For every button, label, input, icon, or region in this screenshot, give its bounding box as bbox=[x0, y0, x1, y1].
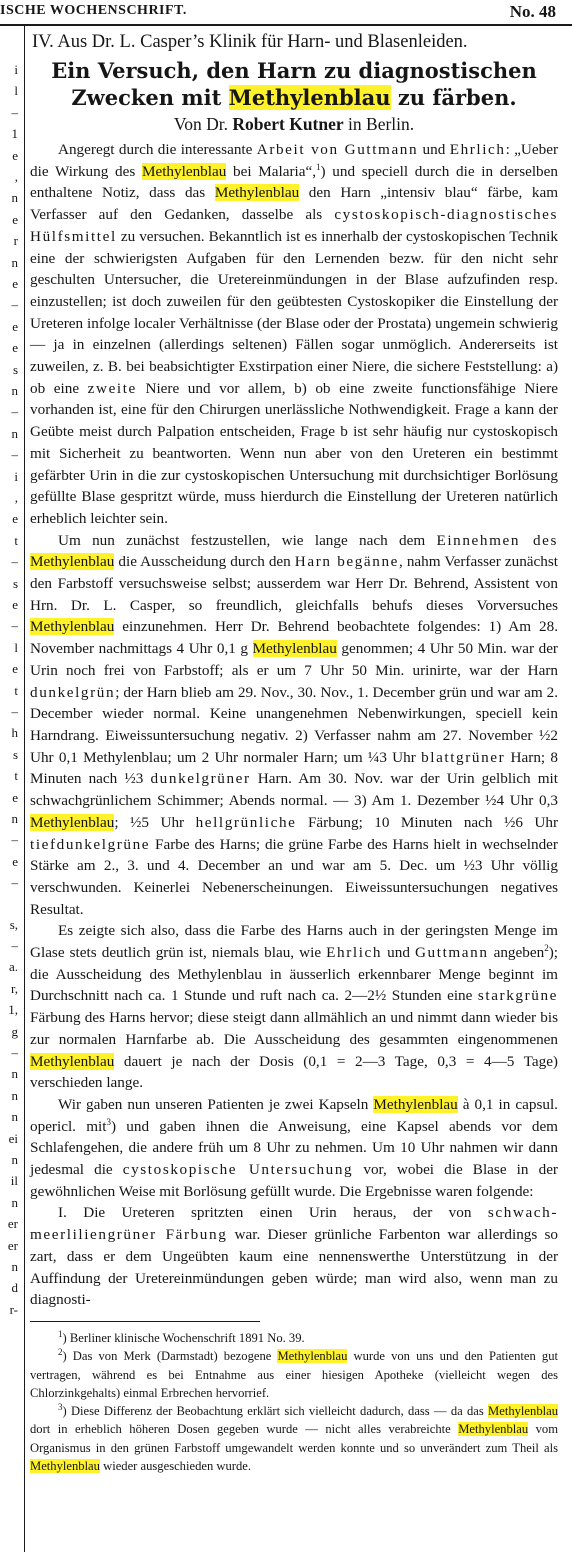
footnotes bbox=[30, 1329, 558, 1475]
margin-fragment: 1, bbox=[8, 1002, 18, 1018]
section-title: IV. Aus Dr. L. Casper’s Klinik für Harn- und Blasenleiden. bbox=[32, 32, 468, 52]
margin-fragment: e bbox=[12, 147, 18, 163]
margin-fragment: e bbox=[12, 340, 18, 356]
highlight: Methylenblau bbox=[458, 1422, 529, 1437]
margin-fragment: – bbox=[11, 297, 18, 313]
margin-fragment: , bbox=[14, 169, 18, 184]
margin-fragment: n bbox=[11, 1259, 18, 1274]
margin-fragment: – bbox=[11, 447, 18, 463]
author-prefix: Von Dr. bbox=[173, 114, 233, 134]
highlight: Methylenblau bbox=[30, 813, 115, 831]
footnote-2: $^2$) Das von Merk (Darmstadt) bezogene Methylenblau wurde von uns und den Patienten gut vertragen, während es bei Entnahme aus einer hiesigen Apotheke (vielleicht wegen des Chlorzinkgehalts) einmal Erbrechen hervorrief. bbox=[30, 1347, 558, 1400]
margin-fragment: n bbox=[11, 190, 18, 206]
paragraph-1: Angeregt durch die interessante Arbeit von Guttmann und Ehrlich: „Ueber die Wirkung des Methylenblau bei Malaria“,$^1$) und speciell durch die in derselben enthaltene Notiz, dass das Methylenblau den Harn „intensiv blau“ färbe, kam Verfasser auf den Gedanken, dasselbe als cystoskopisch-diagnostisches Hülfsmittel zu versuchen. Bekanntlich ist es innerhalb der cystoskopischen Technik eine der schwierigsten Aufgaben für den Lernenden bezw. für den nicht sehr geschulten Untersucher, die Uretereinmündungen in der Blase aufzufinden resp. einzustellen; ist doch zuweilen für den geübtesten Cystoskopiker die Einstellung der Ureteren infolge localer Verhältnisse (der Blase oder der Prostata) ungemein schwierig — ja in einzelnen (allerdings seltenen) Fällen sogar unmöglich. Andererseits ist zuweilen, z. B. bei beabsichtigter Exstirpation einer Niere, die sichere Feststellung: a) ob eine zweite Niere und vor allem, b) ob eine zweite functionsfähige Niere vorhanden ist, eine für den Chirurgen unerlässliche Nothwendigkeit. Frage a kann der Geübte meist durch Palpation entscheiden, Frage b ist sehr häufig nur cystoskopisch mit Sicherheit zu beantworten. Wenn nun aber von den Ureteren ein bestimmt gefärbter Urin in die zur cystoskopischen Untersuchung mit durchsichtiger Borlösung gefüllte Blase gespritzt würde, muss hierdurch die Einstellung der Ureteren natürlich erheblich leichter sein. bbox=[30, 141, 559, 527]
margin-fragment: e bbox=[12, 318, 18, 334]
margin-fragment: il bbox=[10, 1173, 18, 1189]
highlight: Methylenblau bbox=[141, 162, 227, 180]
margin-fragment: s bbox=[12, 575, 18, 591]
page-header bbox=[0, 0, 572, 24]
margin-fragment: l bbox=[14, 639, 18, 655]
margin-fragment: g bbox=[11, 1023, 18, 1039]
margin-fragment: n bbox=[11, 383, 18, 398]
margin-fragment: i bbox=[14, 62, 18, 77]
margin-fragment: n bbox=[11, 1109, 18, 1125]
margin-fragment: h bbox=[11, 725, 18, 741]
title-text: zu färben. bbox=[390, 85, 517, 110]
margin-fragment: e bbox=[12, 789, 18, 805]
margin-fragment: – bbox=[11, 875, 18, 891]
margin-fragment: r- bbox=[9, 1301, 18, 1317]
title-line-1: Ein Versuch, den Harn zu diagnostischen bbox=[51, 58, 537, 83]
highlight: Methylenblau bbox=[214, 184, 300, 202]
margin-fragment: er bbox=[7, 1237, 18, 1253]
margin-fragment: e bbox=[12, 511, 18, 527]
highlight: Methylenblau bbox=[30, 553, 115, 571]
highlight: Methylenblau bbox=[30, 1052, 115, 1070]
margin-fragment: e bbox=[12, 853, 18, 869]
paragraph-5: I. Die Ureteren spritzten einen Urin heraus, der von schwach-meerliliengrüner Färbung war. Dieser grünliche Farbenton war allerdings so zart, dass er dem Ungeübten kaum eine nennenswerthe Unterstützung in der Auffindung der Uretereinmündungen geben würde; man wird also, wenn man zu diagnosti- bbox=[30, 1204, 558, 1309]
left-margin-fragments bbox=[0, 0, 22, 1552]
margin-fragment: i bbox=[14, 468, 18, 484]
highlight: Methylenblau bbox=[228, 85, 391, 110]
article-body bbox=[30, 139, 558, 1311]
margin-fragment: n bbox=[11, 254, 18, 270]
margin-fragment: – bbox=[11, 1045, 18, 1060]
footnote-3: $^3$) Diese Differenz der Beobachtung erklärt sich vielleicht dadurch, dass — da das Methylenblau dort in erheblich höheren Dosen gegeben wurde — nicht alles verabreichte Methylenblau vom Organismus in den grünen Farbstoff umgewandelt werden konnte und so unverändert zum Theil als Methylenblau wieder ausgeschieden wurde. bbox=[30, 1401, 558, 1474]
highlight: Methylenblau bbox=[488, 1404, 558, 1419]
margin-fragment: – bbox=[11, 704, 18, 719]
margin-fragment: n bbox=[11, 1194, 18, 1210]
margin-fragment: t bbox=[14, 532, 18, 548]
title-text: Zwecken mit bbox=[71, 85, 229, 110]
margin-fragment: – bbox=[11, 832, 18, 848]
highlight: Methylenblau bbox=[373, 1095, 458, 1113]
margin-fragment: – bbox=[11, 618, 18, 634]
author-suffix: in Berlin. bbox=[343, 114, 415, 134]
highlight: Methylenblau bbox=[30, 618, 115, 636]
margin-fragment: s, bbox=[9, 916, 18, 932]
margin-fragment: s bbox=[12, 361, 18, 377]
paragraph-4: Wir gaben nun unseren Patienten je zwei Kapseln Methylenblau à 0,1 in capsul. opericl. mit$^3$) und gaben ihnen die Anweisung, eine Kapsel abends vor dem Schlafengehen, die andere früh um 8 Uhr zu nehmen. Um 10 Uhr nahmen wir dann jedesmal die cystoskopische Untersuchung vor, wobei die Blase in der gewöhnlichen Weise mit Borlösung gefüllt wurde. Die Ergebnisse waren folgende: bbox=[30, 1095, 558, 1200]
margin-fragment: n bbox=[11, 811, 18, 826]
margin-fragment: s bbox=[12, 746, 18, 762]
highlight: Methylenblau bbox=[277, 1349, 348, 1364]
header-rule bbox=[0, 24, 572, 26]
footnote-rule bbox=[30, 1321, 260, 1322]
margin-fragment: , bbox=[14, 490, 18, 505]
margin-fragment: n bbox=[11, 1152, 18, 1167]
margin-fragment: er bbox=[7, 1216, 18, 1232]
margin-fragment: a. bbox=[8, 959, 18, 975]
page-number: No. 48 bbox=[509, 2, 556, 21]
margin-fragment: e bbox=[12, 211, 18, 227]
margin-fragment: t bbox=[14, 682, 18, 698]
margin-fragment: t bbox=[14, 768, 18, 784]
author-name: Robert Kutner bbox=[232, 114, 344, 134]
paragraph-3: Es zeigte sich also, dass die Farbe des Harns auch in der geringsten Menge im Glase stets deutlich grün ist, niemals blau, wie Ehrlich und Guttmann angeben$^2$); die Ausscheidung des Methylenblau in äusserlich erkennbarer Menge beginnt im Durchschnitt nach ca. 1 Stunde und ruft nach ca. 2—2½ Stunden eine starkgrüne Färbung des Harns hervor; diese steigt dann allmählich an und nimmt dann wieder bis zur normalen Harnfarbe ab. Die Ausscheidung des gesammten eingenommenen Methylenblau dauert je nach der Dosis (0,1 = 2—3 Tage, 0,3 = 4—5 Tage) verschieden lange. bbox=[30, 922, 558, 1092]
paragraph-2: Um nun zunächst festzustellen, wie lange nach dem Einnehmen des Methylenblau die Ausscheidung durch den Harn begänne, nahm Verfasser zunächst den Farbstoff versuchsweise selbst; ausserdem war Herr Dr. Behrend, Assistent von Hrn. Dr. L. Casper, so freundlich, gleichfalls behufs dieses Vorversuches Methylenblau einzunehmen. Herr Dr. Behrend beobachtete folgendes: 1) Am 28. November nachmittags 4 Uhr 0,1 g Methylenblau genommen; 4 Uhr 50 Min. war der Urin noch frei von Farbstoff; als er um 7 Uhr 50 Min. urinirte, war der Harn dunkelgrün; der Harn blieb am 29. Nov., 30. Nov., 1. December grün und war am 2. December wieder normal. Keine unangenehmen Nebenwirkungen, speciell kein Harndrang. Eiweissuntersuchung negativ. 2) Verfasser nahm am 27. November ½2 Uhr 0,1 Methylenblau; um 2 Uhr normaler Harn; um ¼3 Uhr blattgrüner Harn; 8 Minuten nach ½3 dunkelgrüner Harn. Am 30. Nov. war der Urin gelblich mit schwachgrünlichem Schimmer; Abends normal. — 3) Am 1. Dezember ½4 Uhr 0,3 Methylenblau; ½5 Uhr hellgrünliche Färbung; 10 Minuten nach ½6 Uhr tiefdunkelgrüne Farbe des Harns; die grüne Farbe des Harns hielt in wechselnder Stärke am 2., 3. und 4. December an und war am 5. Dec. um ½3 Uhr völlig verschwunden. Keinerlei Nebenerscheinungen. Eiweissuntersuchungen negatives Resultat. bbox=[30, 531, 559, 918]
margin-fragment: – bbox=[11, 404, 18, 420]
article bbox=[30, 30, 558, 1475]
running-head: ISCHE WOCHENSCHRIFT. bbox=[0, 3, 187, 18]
highlight: Methylenblau bbox=[252, 640, 337, 658]
author-line bbox=[30, 112, 558, 136]
highlight: Methylenblau bbox=[30, 1459, 100, 1474]
title-line-2 bbox=[30, 84, 558, 111]
footnote-1: $^1$) Berliner klinische Wochenschrift 1891 No. 39. bbox=[58, 1328, 305, 1345]
margin-fragment: e bbox=[12, 597, 18, 612]
margin-fragment: 1 bbox=[11, 126, 18, 142]
margin-fragment: e bbox=[12, 276, 18, 291]
margin-fragment: e bbox=[12, 661, 18, 677]
margin-fragment: l bbox=[14, 83, 18, 99]
margin-fragment: – bbox=[11, 104, 18, 120]
margin-fragment: r bbox=[13, 233, 18, 249]
margin-fragment: n bbox=[11, 1087, 18, 1103]
margin-fragment: d bbox=[11, 1280, 18, 1296]
margin-fragment: ei bbox=[8, 1130, 18, 1146]
margin-fragment: – bbox=[11, 938, 18, 953]
article-title bbox=[30, 57, 558, 111]
margin-fragment: n bbox=[11, 1066, 18, 1082]
margin-fragment: r, bbox=[10, 980, 18, 996]
margin-fragment: n bbox=[11, 425, 18, 441]
margin-fragment: – bbox=[11, 554, 18, 570]
column-rule bbox=[24, 26, 25, 1552]
